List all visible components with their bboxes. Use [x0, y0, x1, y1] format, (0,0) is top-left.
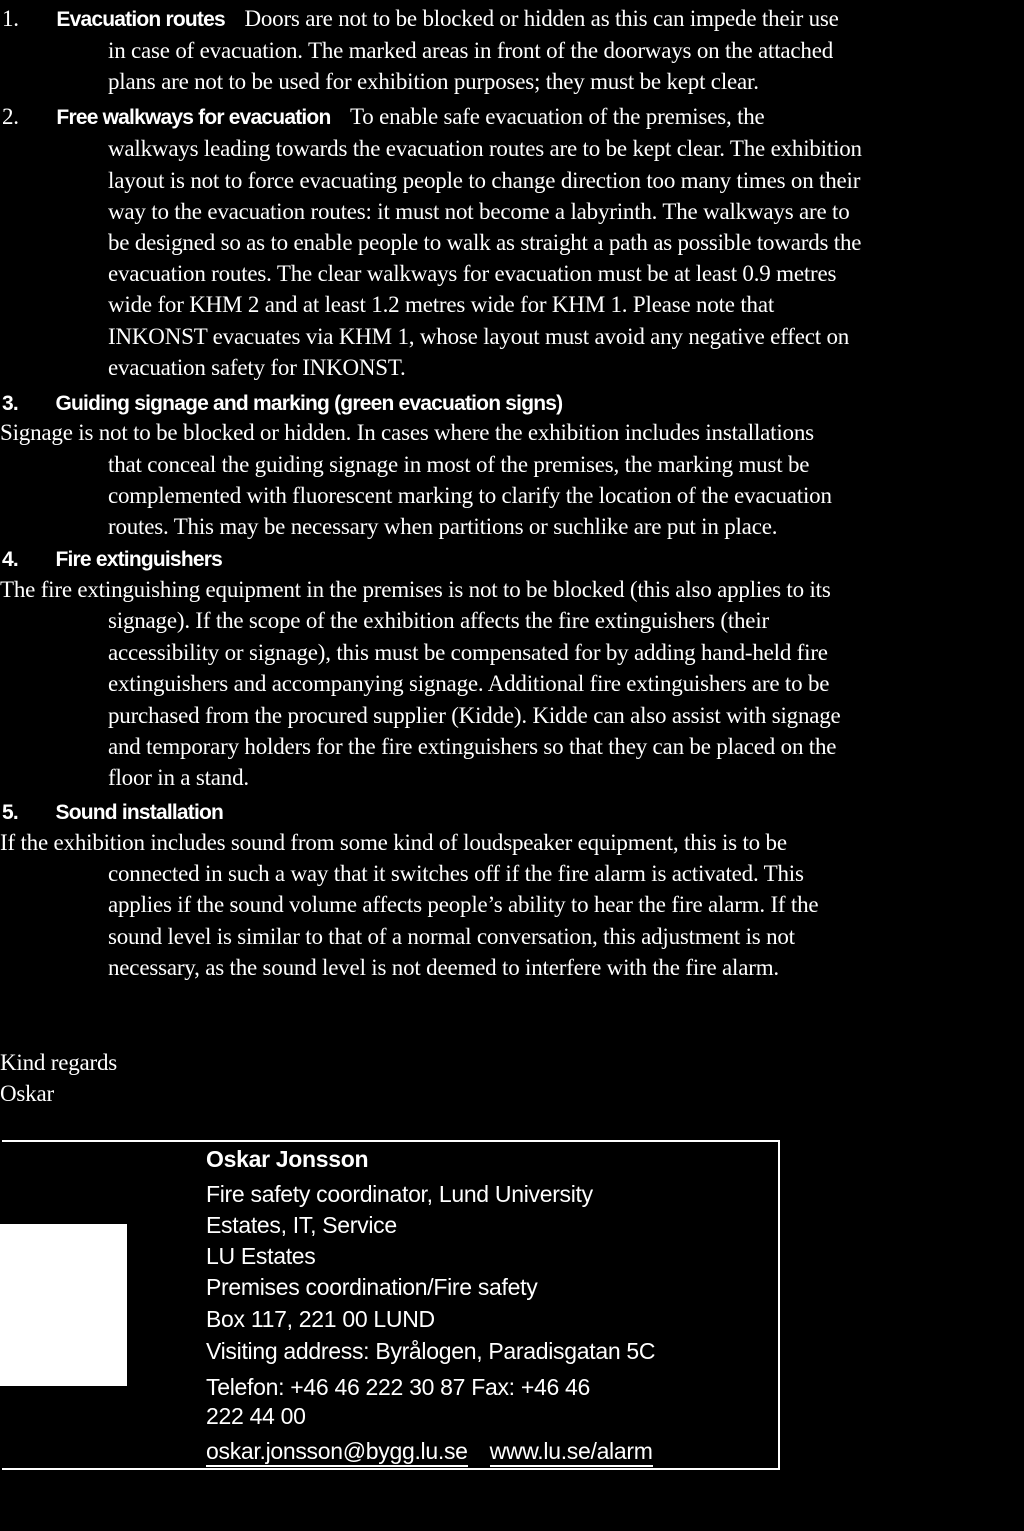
section-3-line: that conceal the guiding signage in most of the premises, the marking must be: [108, 452, 810, 477]
section-1-heading: Evacuation routes: [56, 8, 225, 31]
section-4-line: extinguishers and accompanying signage. Additional fire extinguishers are to be: [108, 671, 830, 696]
section-1-line: in case of evacuation. The marked areas in front of the doorways on the attached: [108, 38, 834, 63]
section-4-line: signage). If the scope of the exhibition affects the fire extinguishers (their: [108, 608, 769, 633]
section-4-number: 4.: [2, 548, 18, 571]
section-5-heading: Sound installation: [55, 801, 224, 824]
section-2-line: evacuation safety for INKONST.: [108, 355, 406, 380]
signature-links: [206, 1438, 653, 1464]
email-link[interactable]: oskar.jonsson@bygg.lu.se: [206, 1438, 468, 1467]
section-2-line: wide for KHM 2 and at least 1.2 metres wide for KHM 1. Please note that: [108, 292, 775, 317]
signature-org: LU Estates: [206, 1243, 316, 1269]
signature-title: Fire safety coordinator, Lund University: [206, 1181, 593, 1207]
section-5-line: connected in such a way that it switches off if the fire alarm is activated. This: [108, 861, 804, 886]
section-4-first-line: The fire extinguishing equipment in the premises is not to be blocked (this also applies to its: [0, 577, 831, 602]
section-5-line: necessary, as the sound level is not deemed to interfere with the fire alarm.: [108, 955, 779, 980]
signature-name: Oskar Jonsson: [206, 1146, 369, 1172]
closing-name: Oskar: [0, 1081, 54, 1106]
section-3-line: routes. This may be necessary when partitions or suchlike are put in place.: [108, 514, 778, 539]
section-3-number: 3.: [2, 392, 18, 415]
section-4-line: accessibility or signage), this must be compensated for by adding hand-held fire: [108, 640, 828, 665]
section-5-heading-line: [2, 799, 223, 826]
signature-phone: 222 44 00: [206, 1403, 306, 1429]
signature-visiting-address: Visiting address: Byrålogen, Paradisgatan 5C: [206, 1338, 656, 1364]
section-3-line: complemented with fluorescent marking to clarify the location of the evacuation: [108, 483, 832, 508]
signature-phone: Telefon: +46 46 222 30 87 Fax: +46 46: [206, 1374, 591, 1400]
section-2-line: be designed so as to enable people to walk as straight a path as possible towards the: [108, 230, 862, 255]
section-2-line: way to the evacuation routes: it must not become a labyrinth. The walkways are to: [108, 199, 850, 224]
section-5-first-line: If the exhibition includes sound from some kind of loudspeaker equipment, this is to be: [0, 830, 787, 855]
section-2-line: walkways leading towards the evacuation routes are to be kept clear. The exhibition: [108, 136, 862, 161]
signature-title: Estates, IT, Service: [206, 1212, 397, 1238]
section-3-heading-line: [2, 390, 562, 417]
section-1-first-line: [2, 6, 839, 33]
section-1-text: Doors are not to be blocked or hidden as this can impede their use: [244, 6, 839, 31]
section-5-line: applies if the sound volume affects people’s ability to hear the fire alarm. If the: [108, 892, 819, 917]
section-1-line: plans are not to be used for exhibition purposes; they must be kept clear.: [108, 69, 759, 94]
section-2-heading: Free walkways for evacuation: [56, 106, 331, 129]
section-2-line: evacuation routes. The clear walkways for evacuation must be at least 0.9 metres: [108, 261, 837, 286]
logo-placeholder: [0, 1224, 127, 1386]
section-4-heading: Fire extinguishers: [55, 548, 222, 571]
signature-postal-address: Box 117, 221 00 LUND: [206, 1306, 435, 1332]
website-link[interactable]: www.lu.se/alarm: [490, 1438, 653, 1467]
section-2-line: layout is not to force evacuating people to change direction too many times on their: [108, 168, 861, 193]
section-5-number: 5.: [2, 801, 18, 824]
section-2-first-line: [2, 104, 765, 131]
section-2-number: 2.: [2, 104, 19, 129]
section-4-line: floor in a stand.: [108, 765, 249, 790]
section-2-line: INKONST evacuates via KHM 1, whose layout must avoid any negative effect on: [108, 324, 850, 349]
closing-greeting: Kind regards: [0, 1050, 118, 1075]
section-5-line: sound level is similar to that of a normal conversation, this adjustment is not: [108, 924, 795, 949]
section-4-heading-line: [2, 546, 222, 573]
section-3-heading: Guiding signage and marking (green evacuation signs): [55, 392, 563, 415]
section-3-first-line: Signage is not to be blocked or hidden. In cases where the exhibition includes installations: [0, 420, 814, 445]
section-4-line: and temporary holders for the fire extinguishers so that they can be placed on the: [108, 734, 837, 759]
signature-dept: Premises coordination/Fire safety: [206, 1274, 538, 1300]
section-4-line: purchased from the procured supplier (Kidde). Kidde can also assist with signage: [108, 703, 841, 728]
section-1-number: 1.: [2, 6, 19, 31]
section-2-text: To enable safe evacuation of the premises, the: [350, 104, 765, 129]
